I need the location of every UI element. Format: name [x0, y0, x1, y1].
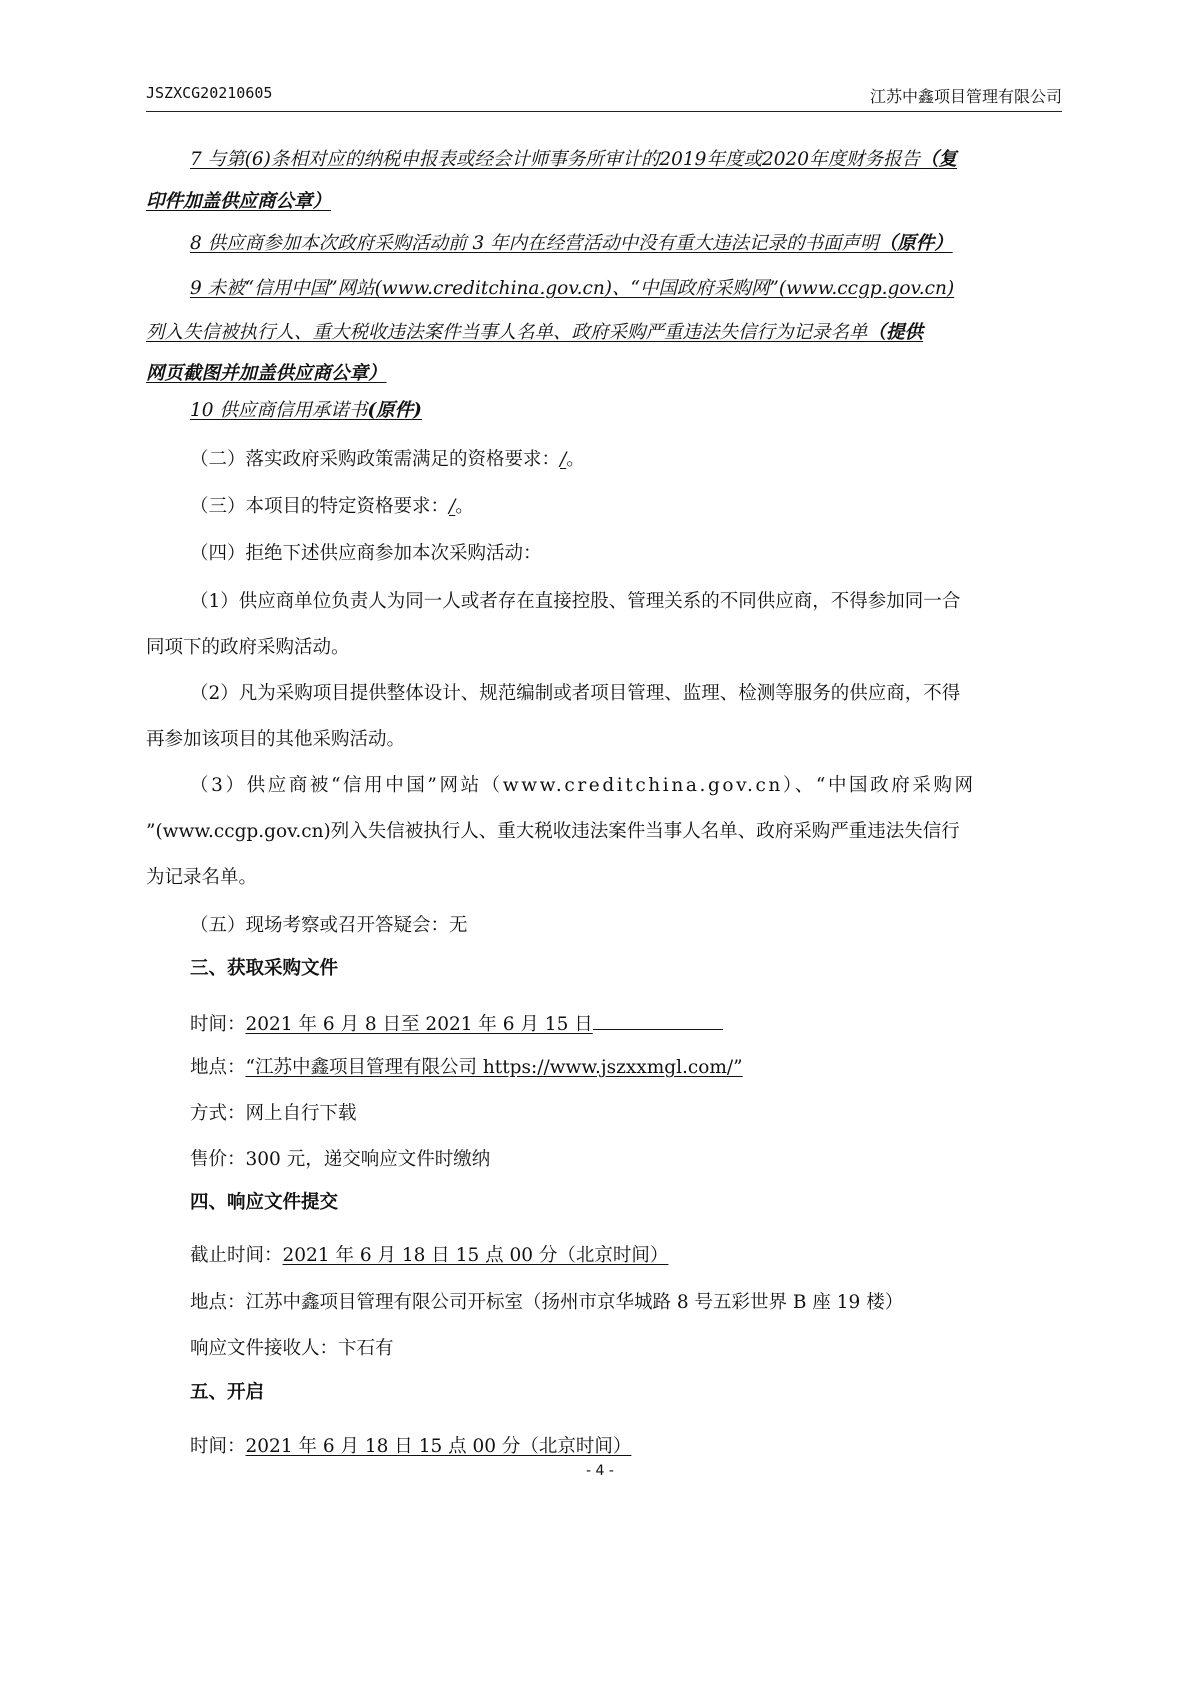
item-7-line-1 — [190, 147, 957, 173]
submit-deadline — [190, 1243, 668, 1269]
acquire-time-label: 时间： — [190, 1014, 246, 1035]
section-3-end: 。 — [455, 496, 474, 517]
rule-3-line-1: （3）供应商被“信用中国”网站（www.creditchina.gov.cn）、“中国政府采购网 — [190, 775, 976, 796]
acquire-time-value: 2021 年 6 月 8 日至 2021 年 6 月 15 日 — [245, 1014, 593, 1035]
acquire-method-label: 方式： — [190, 1103, 246, 1124]
submit-deadline-label: 截止时间： — [190, 1245, 283, 1266]
item-9-bold-part: （提供 — [867, 322, 924, 343]
section-2-value: / — [560, 449, 567, 470]
acquire-price — [190, 1147, 490, 1173]
acquire-place — [190, 1055, 743, 1081]
section-2-end: 。 — [566, 449, 585, 470]
acquire-price-label: 售价： — [190, 1149, 246, 1170]
item-7-bold-part: （复 — [920, 149, 958, 170]
acquire-place-label: 地点： — [190, 1057, 246, 1078]
document-code: JSZXCG20210605 — [146, 84, 273, 102]
heading-opening: 五、开启 — [190, 1382, 265, 1403]
acquire-price-value: 300 元，递交响应文件时缴纳 — [245, 1149, 491, 1170]
submit-place: 地点：江苏中鑫项目管理有限公司开标室（扬州市京华城路 8 号五彩世界 B 座 19 楼） — [190, 1292, 904, 1313]
rule-3-line-2: ”(www.ccgp.gov.cn)列入失信被执行人、重大税收违法案件当事人名单、政府采购严重违法失信行 — [146, 821, 960, 842]
item-7-text: 7 与第(6)条相对应的纳税申报表或经会计师事务所审计的2019年度或2020年度财务报告 — [190, 149, 921, 170]
rule-1-line-1: （1）供应商单位负责人为同一人或者存在直接控股、管理关系的不同供应商，不得参加同一合 — [190, 591, 961, 612]
section-3-label: （三）本项目的特定资格要求： — [190, 496, 450, 517]
item-7-line-2: 印件加盖供应商公章） — [146, 191, 332, 212]
section-3 — [190, 494, 474, 520]
section-4: （四）拒绝下述供应商参加本次采购活动： — [190, 543, 542, 564]
rule-1-line-2: 同项下的政府采购活动。 — [146, 637, 350, 658]
section-2-label: （二）落实政府采购政策需满足的资格要求： — [190, 449, 561, 470]
heading-response-submission: 四、响应文件提交 — [190, 1192, 339, 1213]
header-rule — [146, 111, 1062, 112]
rule-2-line-1: （2）凡为采购项目提供整体设计、规范编制或者项目管理、监理、检测等服务的供应商，不得 — [190, 683, 961, 704]
acquire-time — [190, 1009, 723, 1038]
opening-time-value: 2021 年 6 月 18 日 15 点 00 分（北京时间） — [245, 1436, 632, 1457]
section-5: （五）现场考察或召开答疑会：无 — [190, 915, 468, 936]
acquire-method-value: 网上自行下载 — [245, 1103, 357, 1124]
item-8-text: 8 供应商参加本次政府采购活动前 3 年内在经营活动中没有重大违法记录的书面声明 — [190, 233, 879, 254]
item-10-text: 10 供应商信用承诺书 — [190, 400, 368, 421]
underline-fill — [593, 1009, 723, 1030]
acquire-place-value: “江苏中鑫项目管理有限公司 https://www.jszxxmgl.com/” — [245, 1057, 743, 1078]
item-9-line-3: 网页截图并加盖供应商公章） — [146, 363, 387, 384]
item-10-line — [190, 398, 422, 424]
opening-time — [190, 1434, 631, 1460]
item-8-line — [190, 231, 953, 257]
acquire-method — [190, 1101, 357, 1127]
submit-receiver: 响应文件接收人：卞石有 — [190, 1338, 394, 1359]
item-9-line-2 — [146, 320, 923, 346]
section-2 — [190, 447, 585, 473]
rule-3-line-3: 为记录名单。 — [146, 867, 258, 888]
section-3-value: / — [449, 496, 456, 517]
heading-acquire-documents: 三、获取采购文件 — [190, 958, 339, 979]
item-9-text: 列入失信被执行人、重大税收违法案件当事人名单、政府采购严重违法失信行为记录名单 — [146, 322, 868, 343]
page-number: - 4 - — [586, 1463, 614, 1479]
item-8-bold-part: （原件） — [878, 233, 953, 254]
item-10-bold-part: (原件) — [367, 400, 422, 421]
item-9-line-1: 9 未被“信用中国”网站(www.creditchina.gov.cn)、“中国政府采购网”(www.ccgp.gov.cn) — [190, 278, 955, 299]
company-name-header: 江苏中鑫项目管理有限公司 — [869, 87, 1062, 106]
rule-2-line-2: 再参加该项目的其他采购活动。 — [146, 729, 406, 750]
opening-time-label: 时间： — [190, 1436, 246, 1457]
submit-deadline-value: 2021 年 6 月 18 日 15 点 00 分（北京时间） — [282, 1245, 669, 1266]
